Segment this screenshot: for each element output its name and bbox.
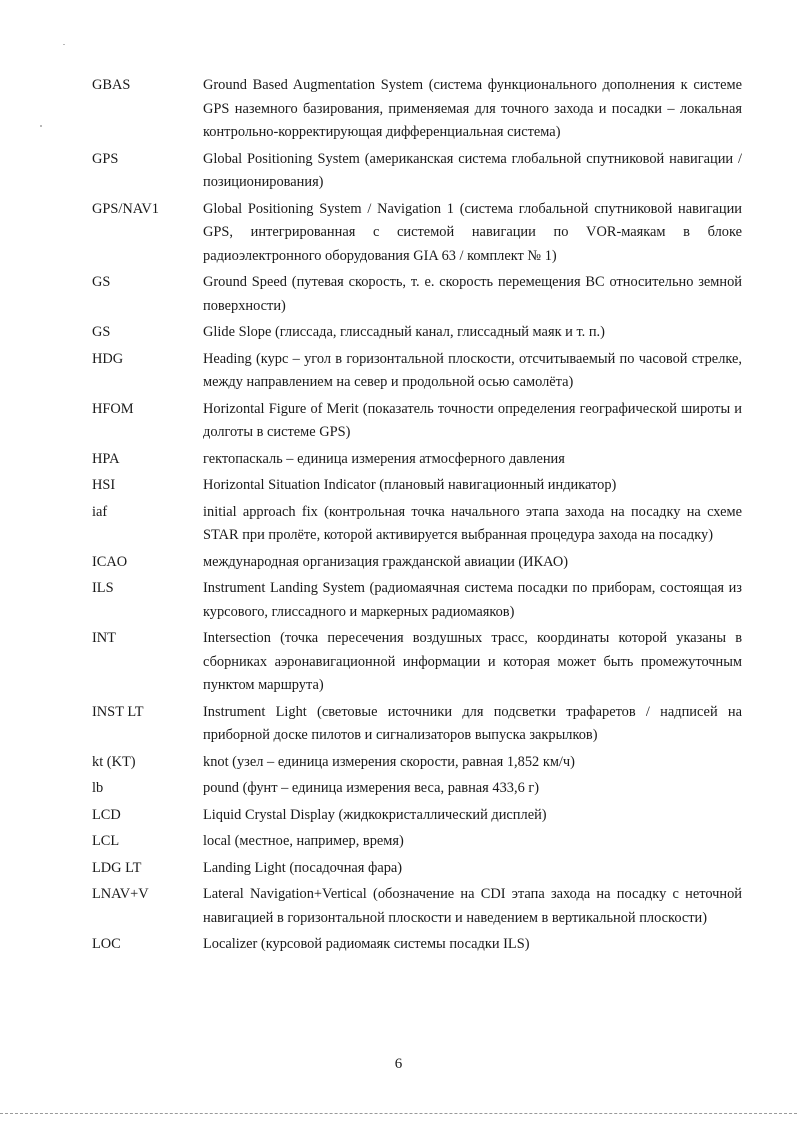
abbreviation-definition: Heading (курс – угол в горизонтальной плоскости, отсчитываемый по часовой стрелке, между направлением на север и продольной осью самолёта) [203,350,742,390]
abbreviations-list [92,74,742,960]
page-number: 6 [394,1056,403,1072]
abbreviation-term: HSI [92,477,116,493]
glossary-entry [92,148,742,195]
glossary-entry [92,777,742,801]
glossary-entry [92,271,742,318]
abbreviation-term: iaf [92,503,108,520]
abbreviation-term: kt (KT) [92,753,136,770]
abbreviation-definition: Landing Light (посадочная фара) [203,859,403,876]
abbreviation-term: INT [92,630,116,646]
abbreviation-definition: local (местное, например, время) [203,833,404,849]
abbreviation-definition: Ground Based Augmentation System (система функционального дополнения к системе GPS наземного базирования, применяемая для точного захода и посадки – локальная контрольно-корректирующая дифференциальная система) [203,77,742,140]
abbreviation-term: ILS [92,580,114,596]
page-bottom-edge [0,1113,797,1114]
abbreviation-definition: pound (фунт – единица измерения веса, равная 433,6 г) [203,780,540,796]
abbreviation-term: LCL [92,833,120,849]
abbreviation-definition: международная организация гражданской авиации (ИКАО) [203,553,569,570]
abbreviation-definition: Intersection (точка пересечения воздушных трасс, координаты которой указаны в сборниках аэронавигационной информации и которая может быть промежуточным пунктом маршрута) [203,630,742,693]
abbreviation-definition: Liquid Crystal Display (жидкокристаллический дисплей) [203,806,547,823]
abbreviation-term: LCD [92,806,121,823]
abbreviation-definition: Ground Speed (путевая скорость, т. е. скорость перемещения ВС относительно земной поверхности) [203,274,742,314]
glossary-entry [92,830,742,854]
glossary-entry [92,883,742,930]
glossary-entry [92,804,742,828]
glossary-entry [92,627,742,698]
glossary-entry [92,857,742,881]
abbreviation-term: GBAS [92,77,131,93]
scan-speck [40,125,42,127]
abbreviation-term: lb [92,780,104,796]
glossary-entry [92,74,742,145]
abbreviation-term: LOC [92,936,121,952]
abbreviation-term: GS [92,274,111,290]
abbreviation-definition: Global Positioning System / Navigation 1 (система глобальной спутниковой навигации GPS, интегрированная с системой навигации по VOR-маякам в блоке радиоэлектронного оборудования GIA 63 / комплект № 1) [203,200,742,264]
abbreviation-term: HDG [92,350,124,367]
glossary-entry [92,474,742,498]
abbreviation-term: GPS [92,150,119,167]
abbreviation-term: GS [92,324,111,340]
abbreviation-definition: Glide Slope (глиссада, глиссадный канал, глиссадный маяк и т. п.) [203,324,605,340]
scan-speck [63,44,65,45]
glossary-entry [92,701,742,748]
abbreviation-term: LNAV+V [92,886,149,902]
abbreviation-definition: Instrument Landing System (радиомаячная система посадки по приборам, состоящая из курсового, глиссадного и маркерных радиомаяков) [203,580,742,620]
abbreviation-definition: Lateral Navigation+Vertical (обозначение на CDI этапа захода на посадку с неточной навигацией в горизонтальной плоскости и наведением в вертикальной плоскости) [203,886,742,926]
glossary-entry [92,398,742,445]
abbreviation-term: HPA [92,450,120,467]
glossary-entry [92,448,742,472]
abbreviation-definition: Horizontal Figure of Merit (показатель точности определения географической широты и долготы в системе GPS) [203,400,742,440]
glossary-entry [92,198,742,269]
abbreviation-term: ICAO [92,553,128,570]
abbreviation-term: HFOM [92,400,134,417]
abbreviation-definition: knot (узел – единица измерения скорости, равная 1,852 км/ч) [203,753,575,770]
abbreviation-definition: гектопаскаль – единица измерения атмосферного давления [203,450,565,467]
abbreviation-definition: Instrument Light (световые источники для подсветки трафаретов / надписей на приборной доске пилотов и сигнализаторов выпуска закрылков) [203,703,742,743]
abbreviation-definition: Localizer (курсовой радиомаяк системы посадки ILS) [203,936,530,952]
abbreviation-term: GPS/NAV1 [92,200,159,217]
abbreviation-term: INST LT [92,703,144,720]
glossary-entry [92,321,742,345]
glossary-entry [92,551,742,575]
glossary-entry [92,577,742,624]
glossary-entry [92,348,742,395]
abbreviation-definition: Global Positioning System (американская система глобальной спутниковой навигации / позиционирования) [203,150,742,190]
glossary-entry [92,933,742,957]
glossary-entry [92,751,742,775]
glossary-entry [92,501,742,548]
abbreviation-definition: Horizontal Situation Indicator (плановый навигационный индикатор) [203,477,617,493]
abbreviation-definition: initial approach fix (контрольная точка начального этапа захода на посадку на схеме STAR при пролёте, которой активируется выбранная процедура захода на посадку) [203,503,742,543]
abbreviation-term: LDG LT [92,859,142,876]
